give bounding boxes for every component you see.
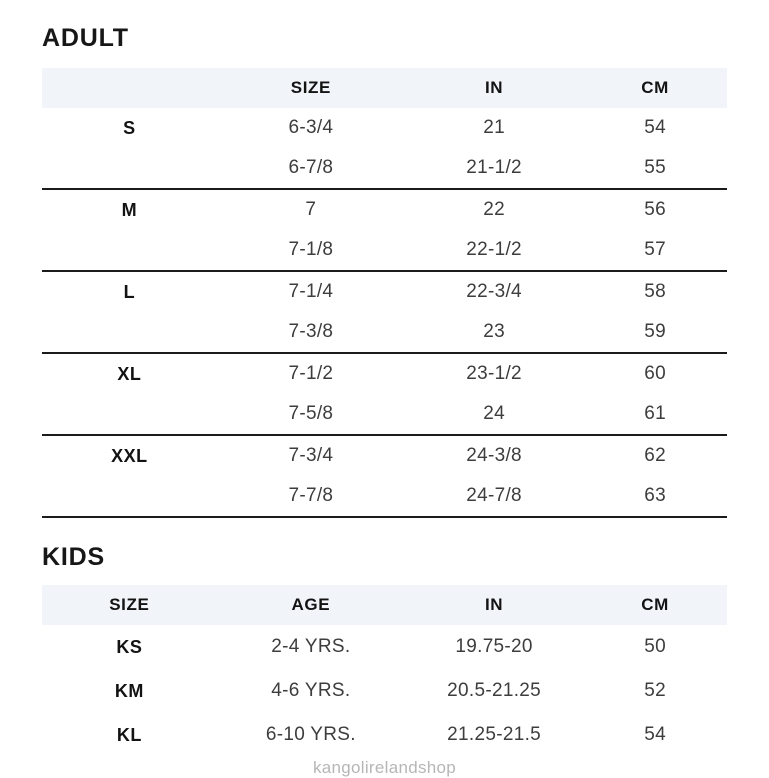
cm-cell: 52 <box>644 680 666 701</box>
hat-size-cell: 6-3/4 <box>288 117 334 138</box>
size-label-cell: KM <box>114 680 144 701</box>
cm-cell: 54 <box>644 724 666 745</box>
inches-cell: 23-1/2 <box>466 363 522 384</box>
watermark: kangolirelandshop <box>312 758 457 777</box>
inches-cell: 21.25-21.5 <box>447 724 542 745</box>
kids-section-title: KIDS <box>42 543 105 571</box>
size-label-cell: KL <box>116 724 142 745</box>
table-row <box>42 108 727 148</box>
age-cell: 2-4 YRS. <box>271 636 351 657</box>
kids-header-row <box>42 585 727 625</box>
cm-cell: 56 <box>644 199 666 220</box>
kids-header-in: IN <box>405 585 583 625</box>
table-row <box>42 189 727 230</box>
kids-header-age: AGE <box>217 585 405 625</box>
adult-size-table <box>42 68 727 518</box>
adult-header-row <box>42 68 727 108</box>
age-cell: 6-10 YRS. <box>265 724 356 745</box>
hat-size-cell: 7-1/4 <box>288 281 334 302</box>
table-row <box>42 353 727 394</box>
cm-cell: 55 <box>583 148 727 189</box>
inches-cell: 24 <box>405 394 583 435</box>
cm-cell: 59 <box>583 312 727 353</box>
size-label-cell <box>42 312 217 353</box>
adult-header-in: IN <box>405 68 583 108</box>
cm-cell: 54 <box>644 117 666 138</box>
adult-header-cm: CM <box>583 68 727 108</box>
adult-header-size: SIZE <box>217 68 405 108</box>
kids-size-table <box>42 585 727 757</box>
table-row <box>42 148 727 189</box>
hat-size-cell: 7-7/8 <box>217 476 405 517</box>
inches-cell: 19.75-20 <box>455 636 533 657</box>
size-label-cell <box>42 476 217 517</box>
inches-cell: 24-3/8 <box>466 445 522 466</box>
cm-cell: 62 <box>644 445 666 466</box>
table-row <box>42 312 727 353</box>
kids-header-size: SIZE <box>42 585 217 625</box>
size-label-cell: S <box>123 117 136 138</box>
inches-cell: 24-7/8 <box>405 476 583 517</box>
inches-cell: 22-1/2 <box>405 230 583 271</box>
size-label-cell: XL <box>117 363 142 384</box>
table-row <box>42 669 727 713</box>
kids-header-cm: CM <box>583 585 727 625</box>
size-label-cell: M <box>121 199 138 220</box>
table-row <box>42 271 727 312</box>
hat-size-cell: 7-1/2 <box>288 363 334 384</box>
size-label-cell: XXL <box>111 445 148 466</box>
cm-cell: 60 <box>644 363 666 384</box>
size-label-cell <box>42 394 217 435</box>
table-row <box>42 230 727 271</box>
hat-size-cell: 7 <box>305 199 317 220</box>
hat-size-cell: 6-7/8 <box>217 148 405 189</box>
table-row <box>42 625 727 669</box>
hat-size-cell: 7-1/8 <box>217 230 405 271</box>
size-label-cell <box>42 230 217 271</box>
hat-size-cell: 7-3/8 <box>217 312 405 353</box>
size-label-cell <box>42 148 217 189</box>
inches-cell: 21 <box>483 117 505 138</box>
cm-cell: 57 <box>583 230 727 271</box>
inches-cell: 22 <box>483 199 505 220</box>
adult-section-title: ADULT <box>42 24 129 52</box>
cm-cell: 63 <box>583 476 727 517</box>
table-row <box>42 713 727 757</box>
table-row <box>42 476 727 517</box>
cm-cell: 50 <box>644 636 666 657</box>
size-label-cell: L <box>123 281 136 302</box>
cm-cell: 58 <box>644 281 666 302</box>
inches-cell: 22-3/4 <box>466 281 522 302</box>
inches-cell: 23 <box>405 312 583 353</box>
cm-cell: 61 <box>583 394 727 435</box>
age-cell: 4-6 YRS. <box>271 680 351 701</box>
size-label-cell: KS <box>116 636 143 657</box>
hat-size-cell: 7-3/4 <box>288 445 334 466</box>
hat-size-cell: 7-5/8 <box>217 394 405 435</box>
table-row <box>42 394 727 435</box>
adult-header-blank <box>42 68 217 108</box>
table-row <box>42 435 727 476</box>
inches-cell: 20.5-21.25 <box>447 680 542 701</box>
inches-cell: 21-1/2 <box>405 148 583 189</box>
